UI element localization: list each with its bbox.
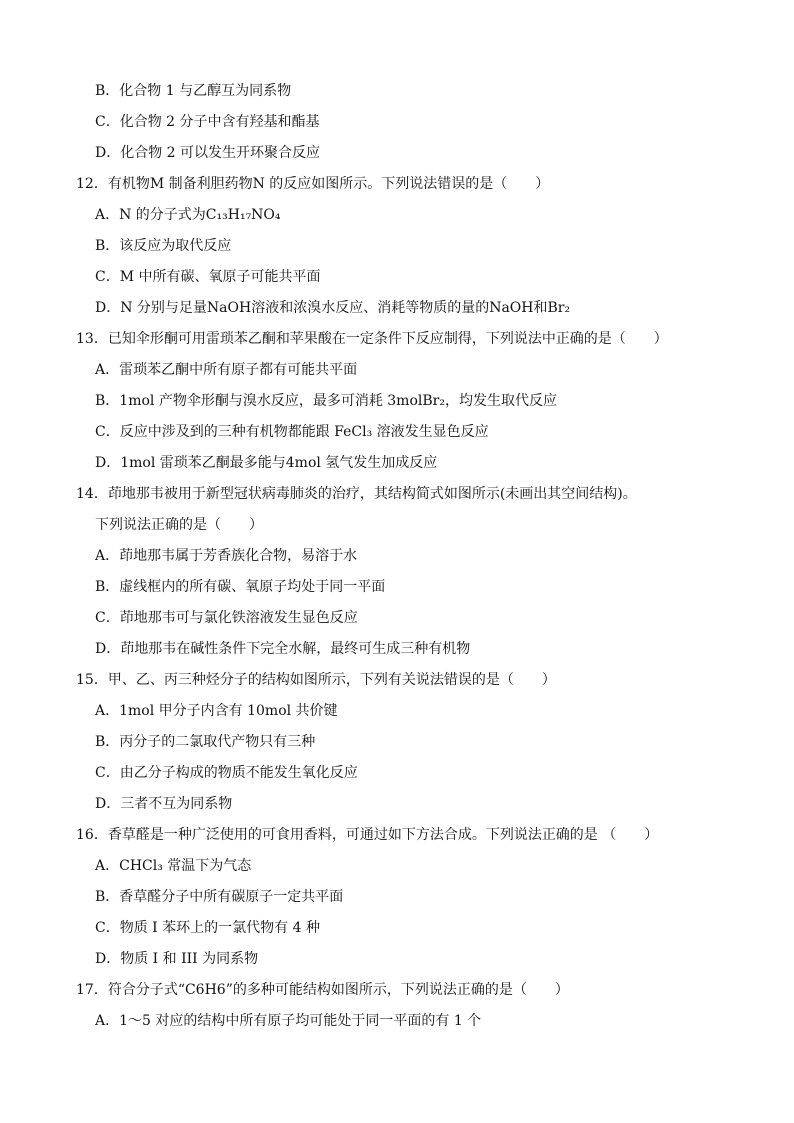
question-stem: 16．香草醛是一种广泛使用的可食用香料，可通过如下方法合成。下列说法正确的是 （ ） xyxy=(76,827,659,843)
answer-option: B．香草醛分子中所有碳原子一定共平面 xyxy=(95,889,344,905)
answer-option: A．1～5 对应的结构中所有原子均可能处于同一平面的有 1 个 xyxy=(95,1013,482,1029)
answer-option: A．N 的分子式为C₁₃H₁₇NO₄ xyxy=(95,207,281,223)
answer-option: D．物质 I 和 III 为同系物 xyxy=(95,951,259,967)
answer-option: B．该反应为取代反应 xyxy=(95,238,232,254)
answer-option: D．N 分别与足量NaOH溶液和浓溴水反应、消耗等物质的量的NaOH和Br₂ xyxy=(95,300,571,316)
answer-option: B．丙分子的二氯取代产物只有三种 xyxy=(95,734,316,750)
question-stem: 15．甲、乙、丙三种烃分子的结构如图所示，下列有关说法错误的是（ ） xyxy=(76,672,556,688)
answer-option: C．茚地那韦可与氯化铁溶液发生显色反应 xyxy=(95,610,358,626)
answer-option: C．由乙分子构成的物质不能发生氧化反应 xyxy=(95,765,358,781)
question-stem: 14．茚地那韦被用于新型冠状病毒肺炎的治疗，其结构简式如图所示(未画出其空间结构)。 xyxy=(76,486,637,502)
question-stem: 17．符合分子式“C6H6”的多种可能结构如图所示，下列说法正确的是（ ） xyxy=(76,982,569,998)
question-stem-continuation: 下列说法正确的是（ ） xyxy=(95,517,263,533)
answer-option: D．1mol 雷琐苯乙酮最多能与4mol 氢气发生加成反应 xyxy=(95,455,438,471)
answer-option: D．三者不互为同系物 xyxy=(95,796,233,812)
answer-option: D．化合物 2 可以发生开环聚合反应 xyxy=(95,145,321,161)
question-stem: 12．有机物M 制备利胆药物N 的反应如图所示。下列说法错误的是（ ） xyxy=(76,176,550,192)
answer-option: C．反应中涉及到的三种有机物都能跟 FeCl₃ 溶液发生显色反应 xyxy=(95,424,489,440)
answer-option: C．物质 I 苯环上的一氯代物有 4 种 xyxy=(95,920,320,936)
answer-option: A．CHCl₃ 常温下为气态 xyxy=(95,858,252,874)
answer-option: C．M 中所有碳、氧原子可能共平面 xyxy=(95,269,321,285)
answer-option: B．1mol 产物伞形酮与溴水反应，最多可消耗 3molBr₂，均发生取代反应 xyxy=(95,393,557,409)
answer-option: D．茚地那韦在碱性条件下完全水解，最终可生成三种有机物 xyxy=(95,641,471,657)
answer-option: C．化合物 2 分子中含有羟基和酯基 xyxy=(95,114,320,130)
answer-option: B．化合物 1 与乙醇互为同系物 xyxy=(95,83,292,99)
question-stem: 13．已知伞形酮可用雷琐苯乙酮和苹果酸在一定条件下反应制得，下列说法中正确的是（ ） xyxy=(76,331,668,347)
answer-option: B．虚线框内的所有碳、氧原子均处于同一平面 xyxy=(95,579,386,595)
answer-option: A．1mol 甲分子内含有 10mol 共价键 xyxy=(95,703,338,719)
answer-option: A．雷琐苯乙酮中所有原子都有可能共平面 xyxy=(95,362,358,378)
answer-option: A．茚地那韦属于芳香族化合物，易溶于水 xyxy=(95,548,358,564)
